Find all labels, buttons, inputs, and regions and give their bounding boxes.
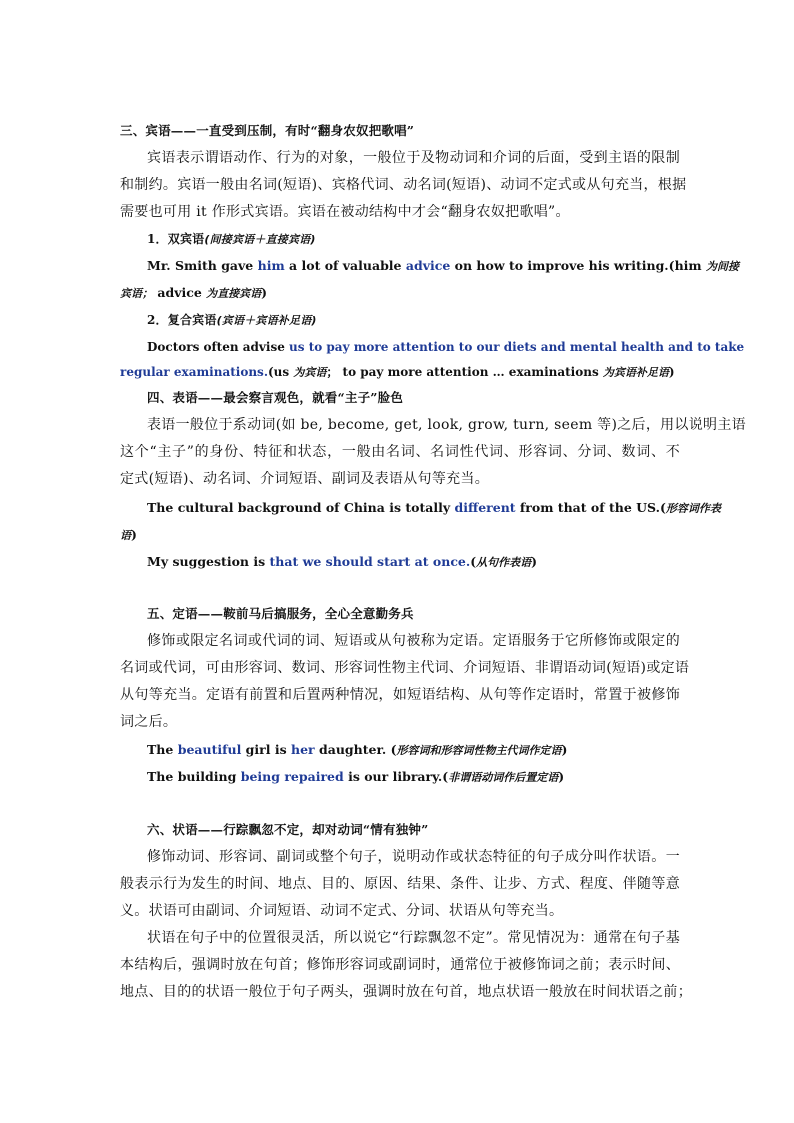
example-text: girl is xyxy=(241,742,291,757)
section-heading-attribute: 五、定语——鞍前马后搞服务，全心全意勤务兵 xyxy=(147,606,414,621)
annotation: (间接宾语＋直接宾语) xyxy=(204,233,316,246)
example-sentence xyxy=(147,767,680,788)
example-text: Mr. Smith gave xyxy=(147,258,258,273)
paragraph-line: 表语一般位于系动词(如 be, become, get, look, grow, turn, seem 等)之后，用以说明主语 xyxy=(147,417,746,433)
subheading-text: 1．双宾语 xyxy=(147,232,205,246)
paragraph-line: 修饰或限定名词或代词的词、短语或从句被称为定语。定语服务于它所修饰或限定的 xyxy=(147,633,680,649)
annotation: 为直接宾语 xyxy=(206,287,262,300)
paragraph-line: 本结构后，强调时放在句首；修饰形容词或副词时，通常位于被修饰词之前；表示时间、 xyxy=(120,957,680,973)
paragraph-line: 状语在句子中的位置很灵活，所以说它“行踪飘忽不定”。常见情况为：通常在句子基 xyxy=(147,930,680,946)
example-text: The xyxy=(147,742,178,757)
example-sentence xyxy=(147,256,739,277)
paragraph-line: 词之后。 xyxy=(120,714,178,730)
example-text: My suggestion is xyxy=(147,554,270,569)
highlighted-phrase: being repaired xyxy=(240,769,344,784)
example-text: ) xyxy=(531,554,538,569)
example-sentence xyxy=(147,740,680,761)
example-text: The building xyxy=(147,769,241,784)
example-text: is our library.( xyxy=(343,769,449,784)
paragraph-line: 般表示行为发生的时间、地点、目的、原因、结果、条件、让步、方式、程度、伴随等意 xyxy=(120,876,680,892)
annotation: 为宾语补足语 xyxy=(602,366,669,379)
annotation: 为宾语 xyxy=(293,366,327,379)
example-text: daughter. ( xyxy=(314,742,397,757)
paragraph-line: 定式(短语)、动名词、介词短语、副词及表语从句等充当。 xyxy=(120,471,490,487)
example-text: ( xyxy=(470,554,477,569)
example-sentence xyxy=(147,498,721,519)
example-sentence-cont xyxy=(120,283,680,304)
example-sentence-cont xyxy=(120,525,680,546)
annotation: 宾语； xyxy=(120,287,153,300)
highlighted-phrase: that we should start at once. xyxy=(269,554,471,569)
highlighted-phrase: advice xyxy=(405,258,451,273)
paragraph-line: 修饰动词、形容词、副词或整个句子，说明动作或状态特征的句子成分叫作状语。一 xyxy=(147,849,680,865)
subheading-text: 2．复合宾语 xyxy=(147,313,217,327)
highlighted-phrase: him xyxy=(257,258,285,273)
highlighted-phrase: her xyxy=(291,742,315,757)
section-heading-object: 三、宾语——一直受到压制，有时“翻身农奴把歌唱” xyxy=(120,123,415,138)
example-text: ) xyxy=(668,365,675,379)
example-text: ) xyxy=(131,527,137,542)
example-sentence xyxy=(147,552,680,573)
example-text: ) xyxy=(261,285,268,300)
example-text: The cultural background of China is totally xyxy=(147,500,455,515)
paragraph-line: 宾语表示谓语动作、行为的对象，一般位于及物动词和介词的后面，受到主语的限制 xyxy=(147,150,680,166)
highlighted-phrase: different xyxy=(454,500,516,515)
example-sentence-cont xyxy=(120,362,680,383)
annotation: 从句作表语 xyxy=(476,556,532,569)
highlighted-phrase: regular examinations. xyxy=(120,365,268,379)
highlighted-phrase: us to pay more attention to our diets and mental health and to take xyxy=(289,340,745,354)
example-text: ) xyxy=(561,742,568,757)
annotation: (宾语＋宾语补足语) xyxy=(216,314,317,327)
paragraph-line: 名词或代词，可由形容词、数词、形容词性物主代词、介词短语、非谓语动词(短语)或定语 xyxy=(120,660,690,676)
paragraph-line: 这个“主子”的身份、特征和状态，一般由名词、名词性代词、形容词、分词、数词、不 xyxy=(120,444,680,460)
paragraph-line: 从句等充当。定语有前置和后置两种情况，如短语结构、从句等作定语时，常置于被修饰 xyxy=(120,687,680,703)
paragraph-line: 和制约。宾语一般由名词(短语)、宾格代词、动名词(短语)、动词不定式或从句充当，根据 xyxy=(120,177,687,193)
example-text: a lot of valuable xyxy=(284,258,406,273)
section-heading-adverbial: 六、状语——行踪飘忽不定，却对动词“情有独钟” xyxy=(147,822,429,837)
example-text: on how to improve his writing.(him xyxy=(450,258,706,273)
annotation: 非谓语动词作后置定语 xyxy=(448,771,559,784)
annotation: 形容词作表 xyxy=(665,502,721,515)
annotation: 语 xyxy=(120,529,131,542)
example-text: advice xyxy=(153,285,207,300)
subheading-double-object xyxy=(147,229,680,250)
example-text: Doctors often advise xyxy=(147,340,290,354)
example-text: from that of the US.( xyxy=(515,500,666,515)
annotation: 为间接 xyxy=(706,260,739,273)
section-heading-predicative: 四、表语——最会察言观色，就看“主子”脸色 xyxy=(147,390,404,405)
paragraph-line: 义。状语可由副词、介词短语、动词不定式、分词、状语从句等充当。 xyxy=(120,903,564,919)
highlighted-phrase: beautiful xyxy=(177,742,242,757)
paragraph-line: 地点、目的的状语一般位于句子两头，强调时放在句首，地点状语一般放在时间状语之前； xyxy=(120,984,692,1000)
annotation: 形容词和形容词性物主代词作定语 xyxy=(396,744,562,757)
example-text: ) xyxy=(558,769,565,784)
example-sentence xyxy=(147,337,745,357)
example-text: (us xyxy=(268,365,294,379)
paragraph-line: 需要也可用 it 作形式宾语。宾语在被动结构中才会“翻身农奴把歌唱”。 xyxy=(120,204,570,220)
example-text: ； to pay more attention … examinations xyxy=(326,365,603,379)
subheading-complex-object xyxy=(147,310,680,331)
